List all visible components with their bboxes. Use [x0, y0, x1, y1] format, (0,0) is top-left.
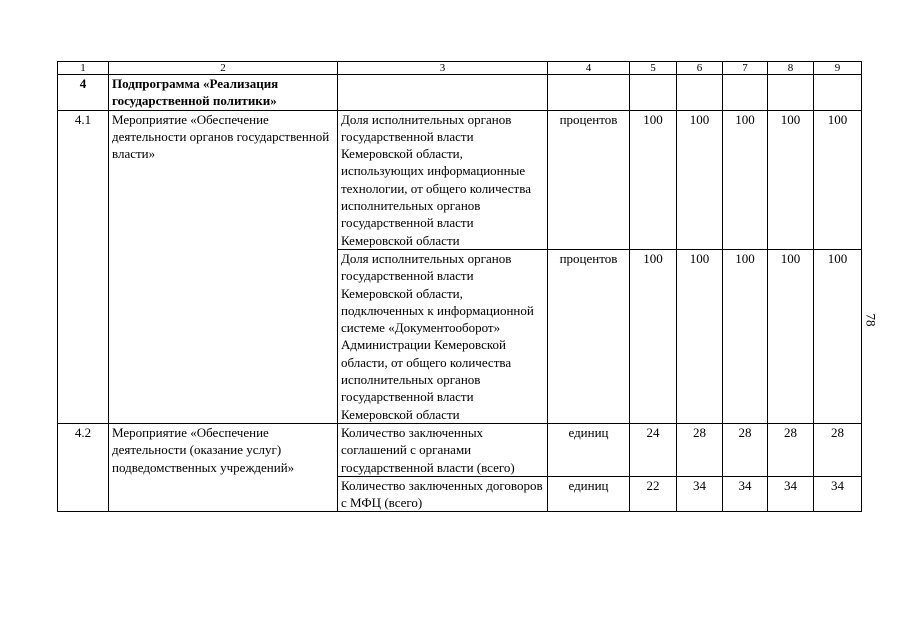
column-number: 6 [677, 62, 723, 75]
column-number: 9 [814, 62, 862, 75]
column-number: 1 [58, 62, 109, 75]
indicator-value: 100 [768, 110, 814, 249]
column-number: 7 [723, 62, 768, 75]
indicator-value: 28 [768, 423, 814, 476]
indicator-value: 100 [768, 249, 814, 423]
indicator-value: 100 [723, 110, 768, 249]
empty-cell [814, 75, 862, 111]
measure-name: Мероприятие «Обеспечение деятельности органов государственной власти» [109, 110, 338, 423]
measure-number: 4.2 [58, 423, 109, 511]
indicator-unit: процентов [548, 110, 630, 249]
subprogram-title [109, 75, 338, 111]
indicator-value: 22 [630, 476, 677, 512]
indicator-value: 34 [768, 476, 814, 512]
indicator-value: 100 [630, 249, 677, 423]
empty-cell [723, 75, 768, 111]
indicator-value: 28 [723, 423, 768, 476]
indicator-name: Количество заключенных соглашений с органами государственной власти (всего) [338, 423, 548, 476]
column-number: 8 [768, 62, 814, 75]
indicators-table [57, 61, 862, 512]
indicator-value: 28 [814, 423, 862, 476]
indicator-name: Доля исполнительных органов государственной власти Кемеровской области, использующих информационные технологии, от общего количества исполнительных органов государственной власти Кемеровской области [338, 110, 548, 249]
column-number: 2 [109, 62, 338, 75]
measure-name: Мероприятие «Обеспечение деятельности (оказание услуг) подведомственных учреждений» [109, 423, 338, 511]
indicator-unit: процентов [548, 249, 630, 423]
empty-cell [338, 75, 548, 111]
indicator-value: 100 [723, 249, 768, 423]
subprogram-title-line: государственной политики» [112, 93, 277, 109]
subprogram-title-line: Подпрограмма «Реализация [112, 76, 279, 91]
column-number: 3 [338, 62, 548, 75]
empty-cell [630, 75, 677, 111]
indicator-unit: единиц [548, 476, 630, 512]
page-number: 78 [863, 313, 879, 327]
column-number: 5 [630, 62, 677, 75]
indicator-value: 100 [677, 249, 723, 423]
indicator-value: 28 [677, 423, 723, 476]
indicator-value: 100 [677, 110, 723, 249]
indicator-value: 24 [630, 423, 677, 476]
indicator-value: 34 [723, 476, 768, 512]
indicator-value: 100 [630, 110, 677, 249]
indicator-value: 100 [814, 249, 862, 423]
subprogram-number: 4 [58, 75, 109, 111]
indicator-unit: единиц [548, 423, 630, 476]
table-row [58, 110, 862, 249]
column-number: 4 [548, 62, 630, 75]
indicator-name: Количество заключенных договоров с МФЦ (всего) [338, 476, 548, 512]
indicator-value: 100 [814, 110, 862, 249]
subprogram-row [58, 75, 862, 111]
measure-number: 4.1 [58, 110, 109, 423]
empty-cell [548, 75, 630, 111]
indicator-value: 34 [814, 476, 862, 512]
empty-cell [768, 75, 814, 111]
empty-cell [677, 75, 723, 111]
indicator-value: 34 [677, 476, 723, 512]
column-number-row [58, 62, 862, 75]
table-row [58, 423, 862, 476]
indicator-name: Доля исполнительных органов государственной власти Кемеровской области, подключенных к информационной системе «Документооборот» Администрации Кемеровской области, от общего количества исполнительных органов государственной власти Кемеровской области [338, 249, 548, 423]
